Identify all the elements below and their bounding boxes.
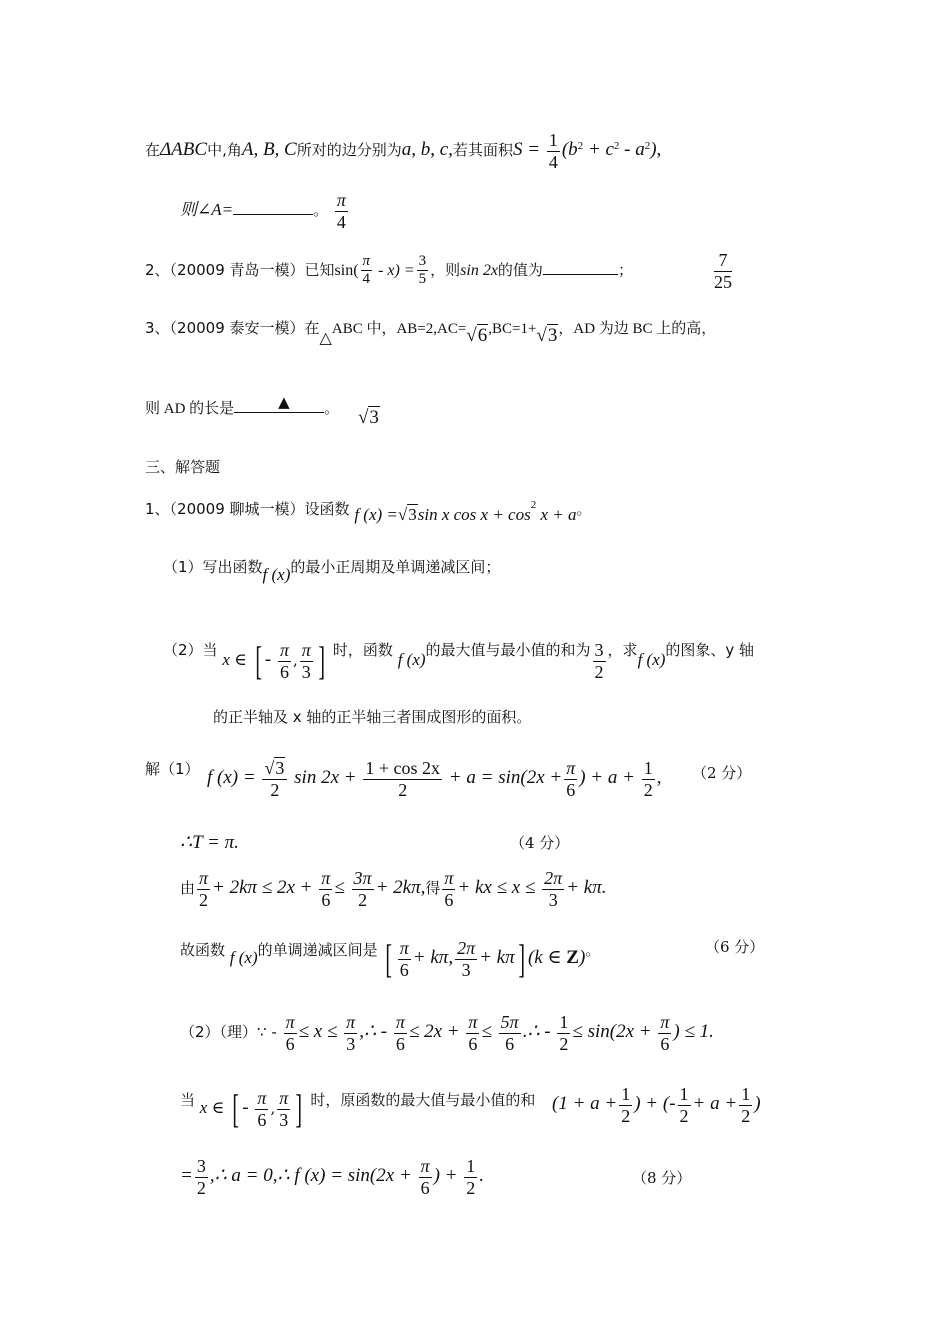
numerator: π (468, 1012, 478, 1032)
radicand: 6 (477, 325, 488, 346)
integers-symbol: Z (566, 947, 579, 969)
math: x ∈ (199, 1098, 225, 1118)
math: f (x) (262, 565, 291, 584)
fraction (547, 130, 560, 172)
fraction (277, 1088, 290, 1130)
math: + kπ. (566, 877, 607, 899)
fraction (319, 868, 332, 910)
problem-1-part-2-line-2: 的正半轴及 x 轴的正半轴三者围成图形的面积。 (213, 708, 532, 726)
text: （20009 泰安一模）在 (169, 319, 320, 337)
problem-1-part-1 (163, 558, 501, 584)
math: + c (583, 139, 614, 161)
numerator: π (321, 868, 331, 888)
math: f (x) (397, 650, 426, 670)
sqrt-expr: √3 (397, 505, 417, 524)
problem-1 (145, 499, 592, 524)
denominator: 2 (270, 779, 280, 800)
denominator: 4 (362, 271, 371, 288)
solution-step-5 (180, 1012, 714, 1054)
denominator: 2 (199, 889, 209, 910)
text: 则 AD 的长是 (145, 401, 235, 417)
fraction (642, 758, 655, 800)
fraction (363, 758, 442, 800)
denominator: 6 (660, 1033, 670, 1054)
denominator: 2 (679, 1105, 689, 1126)
numerator: π (660, 1012, 670, 1032)
answer-blank[interactable] (234, 393, 324, 413)
math: + a + (692, 1093, 738, 1115)
text: 。 (324, 399, 340, 417)
score-4: （4 分） (510, 834, 570, 852)
text: 时，原函数的最大值与最小值的和 (310, 1091, 536, 1110)
fraction (361, 253, 373, 289)
denominator: 2 (196, 1177, 206, 1198)
exponent: 2 (644, 140, 651, 153)
text: 所对的边分别为 (296, 141, 402, 160)
fraction (398, 938, 411, 980)
numerator: 2π (457, 938, 476, 958)
denominator: 3 (548, 889, 558, 910)
denominator: 6 (399, 959, 409, 980)
text: 中,角 (207, 141, 242, 160)
math: (k ∈ (527, 947, 567, 969)
answer-blank[interactable] (543, 260, 618, 275)
denominator: 6 (420, 1177, 430, 1198)
numerator: 3π (353, 868, 372, 888)
interval: [ $\frac{\pi}{6}$ + kπ, $\frac{2\pi}{3}$ + kπ] (k ∈ Z) (385, 936, 586, 982)
radicand: 3 (408, 505, 417, 524)
numerator: π (257, 1088, 267, 1108)
denominator: 2 (559, 1033, 569, 1054)
numerator: π (399, 938, 409, 958)
numerator: π (346, 1012, 356, 1032)
text: 。 (576, 500, 592, 518)
text: （20009 青岛一模）已知 (169, 260, 335, 279)
interval: [ - $\frac{\pi}{6}$ , $\frac{\pi}{3}$ ] (232, 1086, 303, 1132)
numerator: 3 (196, 1156, 206, 1176)
denominator: 6 (395, 1033, 405, 1054)
text: ，则 (430, 260, 461, 279)
text: 的值为 (497, 260, 543, 279)
math: S = (512, 139, 541, 161)
numerator: 1 (643, 758, 653, 778)
math: ) + (- (634, 1093, 676, 1115)
text: （2）当 (163, 641, 218, 660)
score-6: （6 分） (705, 938, 765, 956)
numerator: 7 (714, 250, 732, 272)
score-8: （8 分） (632, 1169, 692, 1187)
numerator: π (566, 758, 576, 778)
math: ), (650, 139, 662, 161)
numerator: 1 (621, 1084, 631, 1104)
math: ) + a + (579, 767, 635, 789)
numerator: π (285, 1012, 295, 1032)
math: (1 + a + (552, 1093, 618, 1115)
text: 故函数 (180, 941, 226, 960)
denominator: 3 (346, 1033, 356, 1054)
numerator: π (444, 868, 454, 888)
denominator: 2 (594, 661, 604, 682)
denominator: 4 (548, 151, 558, 172)
answer-fraction (714, 250, 732, 292)
math: + 2kπ, (375, 877, 426, 899)
fraction (344, 1012, 357, 1054)
math: , (656, 767, 662, 789)
q3-answer-line (145, 393, 380, 428)
fraction (417, 253, 429, 289)
triangle-icon: △ (319, 328, 332, 347)
math: A, B, C (241, 139, 297, 161)
solution-step-3 (180, 868, 606, 910)
denominator: 6 (505, 1033, 515, 1054)
exponent: 2 (530, 499, 537, 511)
denominator: 6 (285, 1033, 295, 1054)
text: 。 (585, 941, 601, 960)
question-3 (145, 318, 717, 347)
numerator: 1 (741, 1084, 751, 1104)
answer-fraction (335, 190, 348, 232)
radicand: 3 (547, 325, 558, 346)
denominator: 2 (398, 779, 408, 800)
text: 在 (145, 141, 161, 160)
period-result: ∴T = π. (180, 832, 239, 853)
numerator: π (199, 868, 209, 888)
question-number: 2、 (145, 260, 170, 279)
numerator: 1 (679, 1084, 689, 1104)
fraction (564, 758, 577, 800)
math: f (x) = (354, 505, 398, 524)
text: 得 (425, 879, 441, 898)
question-number: 1、 (145, 500, 170, 518)
sqrt-answer: √3 (357, 407, 379, 428)
fraction (300, 640, 313, 682)
fraction (557, 1012, 570, 1054)
fraction (455, 938, 477, 980)
math: a, b, c, (401, 139, 453, 161)
math: .∴ - (522, 1021, 551, 1043)
math: ≤ 2x + (408, 1021, 460, 1043)
fraction (542, 868, 564, 910)
text: 则∠A= (180, 200, 234, 220)
fraction (197, 868, 210, 910)
denominator: 2 (621, 1105, 631, 1126)
sqrt-expr: √6 (466, 325, 488, 346)
text: 时，函数 (332, 641, 393, 660)
text: （1）写出函数 (163, 558, 263, 576)
math: sin 2x (460, 261, 498, 279)
math: + a = sin(2x + (448, 767, 563, 789)
math: f (x) (229, 948, 258, 968)
text: 的图象、y 轴 (665, 641, 755, 660)
math: ≤ x ≤ (298, 1021, 338, 1043)
numerator: π (279, 1088, 289, 1108)
denominator: 2 (741, 1105, 751, 1126)
radicand: 3 (275, 758, 285, 778)
fraction (195, 1156, 208, 1198)
math: f (x) = (207, 767, 256, 789)
numerator: π (279, 640, 289, 660)
math: sin x cos x + cos (417, 505, 531, 524)
fraction (278, 640, 291, 682)
fraction (442, 868, 455, 910)
text: 的最大值与最小值的和为 (425, 641, 591, 660)
fraction (255, 1088, 268, 1130)
sqrt-expr: √3 (536, 325, 558, 346)
math: + 2kπ ≤ 2x + (212, 877, 313, 899)
solution-step-4 (180, 930, 601, 982)
math: sin( (334, 261, 359, 279)
math: - x) = (374, 261, 415, 279)
solution-step-1 (145, 762, 200, 777)
numerator: π (395, 1012, 405, 1032)
numerator: π (336, 190, 346, 210)
text: 解（1） (145, 760, 200, 778)
denominator: 25 (714, 271, 732, 292)
math: ≤ (481, 1021, 492, 1043)
fraction (593, 640, 606, 682)
math: f (x) (637, 650, 666, 670)
angle-answer-line (180, 190, 350, 232)
numerator: 3 (417, 253, 429, 271)
exponent: 2 (577, 140, 584, 153)
solution-step-6 (180, 1080, 536, 1132)
numerator: 1 (466, 1156, 476, 1176)
denominator: 6 (257, 1109, 267, 1130)
section-title: 三、解答题 (145, 458, 221, 476)
text: （20009 聊城一模）设函数 (169, 500, 350, 518)
denominator: 6 (321, 889, 331, 910)
math: . (479, 1165, 485, 1187)
text: ,BC=1+ (488, 321, 537, 337)
math: ≤ (334, 877, 345, 899)
math: = (180, 1165, 193, 1187)
sqrt-numerator: √3 (262, 758, 287, 780)
text: 的单调递减区间是 (257, 941, 378, 960)
text: 的最小正周期及单调递减区间； (290, 558, 501, 576)
denominator: 3 (279, 1109, 289, 1130)
text: 。 (313, 201, 329, 220)
numerator: 2π (544, 868, 563, 888)
denominator: 6 (566, 779, 576, 800)
numerator: 1 (559, 1012, 569, 1032)
text: ，AD 为边 BC 上的高， (558, 321, 717, 337)
fraction (678, 1084, 691, 1126)
numerator: π (301, 640, 311, 660)
math: x ∈ (222, 650, 247, 670)
math: - a (619, 139, 645, 161)
math: x + a (536, 505, 577, 524)
fraction (619, 1084, 632, 1126)
answer-blank[interactable] (233, 200, 313, 215)
solution-step-6-sum (552, 1084, 761, 1126)
fraction (464, 1156, 477, 1198)
math: ΔABC (160, 139, 208, 161)
math: + kπ (479, 947, 515, 969)
math: ,∴ - (359, 1021, 388, 1043)
question-2 (145, 253, 633, 289)
solution-step-7 (180, 1156, 484, 1198)
question-number: 3、 (145, 319, 170, 337)
math: - (264, 649, 272, 671)
denominator: 3 (461, 959, 471, 980)
solution-step-1-expr (207, 758, 662, 800)
math: ) + (433, 1165, 458, 1187)
denominator: 5 (418, 271, 427, 288)
fraction (352, 868, 374, 910)
text: 当 (180, 1091, 196, 1110)
text: 由 (180, 879, 196, 898)
math: ≤ sin(2x + (572, 1021, 652, 1043)
text: ，求 (607, 641, 638, 660)
math: (b (561, 139, 578, 161)
fraction (419, 1156, 432, 1198)
denominator: 3 (301, 661, 311, 682)
text: （2）（理）∵ - (180, 1023, 277, 1042)
numerator: 5π (500, 1012, 519, 1032)
math: sin 2x + (294, 767, 357, 789)
interval: [ - $\frac{\pi}{6}$ , $\frac{\pi}{3}$ ] (254, 638, 325, 684)
text: ABC 中，AB=2,AC= (331, 321, 467, 337)
fraction (739, 1084, 752, 1126)
math: ) (754, 1093, 761, 1115)
math: + kπ, (412, 947, 454, 969)
math: + kx ≤ x ≤ (457, 877, 536, 899)
numerator: 1 + cos 2x (365, 758, 441, 778)
fraction (394, 1012, 407, 1054)
score-2: （2 分） (692, 764, 752, 782)
text: 若其面积 (452, 141, 513, 160)
exponent: 2 (613, 140, 620, 153)
numerator: π (420, 1156, 430, 1176)
numerator: 1 (548, 130, 558, 150)
q2-answer (712, 250, 734, 292)
math: ,∴ a = 0,∴ f (x) = sin(2x + (209, 1165, 412, 1187)
fraction (466, 1012, 479, 1054)
denominator: 2 (466, 1177, 476, 1198)
denominator: 2 (358, 889, 368, 910)
denominator: 2 (643, 779, 653, 800)
fraction (284, 1012, 297, 1054)
denominator: 6 (468, 1033, 478, 1054)
denominator: 4 (336, 211, 346, 232)
math: - (242, 1097, 249, 1119)
fraction (262, 758, 287, 800)
fraction (658, 1012, 671, 1054)
math: ) (578, 947, 586, 969)
numerator: π (361, 253, 373, 271)
triangle-area-problem (145, 130, 661, 172)
triangle-marker-icon: ▲ (278, 393, 290, 411)
text: ； (617, 260, 633, 279)
numerator: 3 (594, 640, 604, 660)
problem-1-part-2 (163, 630, 755, 684)
denominator: 6 (279, 661, 289, 682)
fraction (499, 1012, 521, 1054)
math: ) ≤ 1. (673, 1021, 714, 1043)
denominator: 6 (444, 889, 454, 910)
radicand: 3 (369, 407, 379, 428)
